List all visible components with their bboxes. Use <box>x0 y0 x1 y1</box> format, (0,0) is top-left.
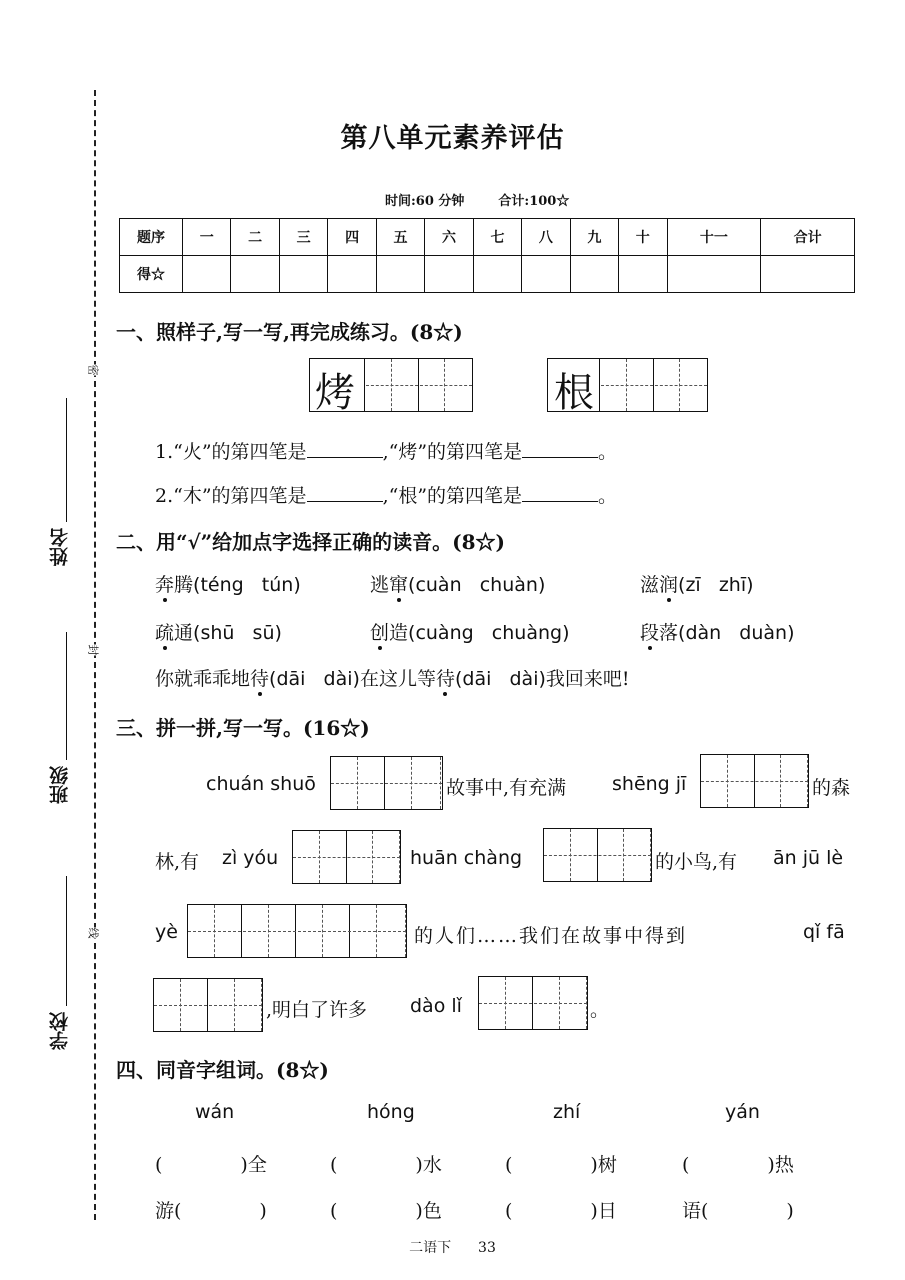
col-8: 八 <box>522 219 570 256</box>
q2-sentence-text: 你就乖乖地 <box>155 668 251 690</box>
name-field-line[interactable] <box>66 398 67 522</box>
answer-blank[interactable] <box>522 439 598 458</box>
col-7: 七 <box>473 219 521 256</box>
q4-pinyin: yán <box>725 1101 760 1123</box>
sample-char-1: 烤 <box>315 370 355 416</box>
seal-mark-mi: 密 <box>86 364 100 376</box>
score-table-header-row <box>120 219 855 256</box>
q2-pinyin-options[interactable]: (dāi dài) <box>454 668 546 690</box>
time-limit: 时间:60 分钟 <box>385 194 465 209</box>
q4-heading: 四、同音字组词。(8☆) <box>116 1058 329 1082</box>
score-cell[interactable] <box>279 256 327 293</box>
q3-pinyin: shēng jī <box>612 773 687 795</box>
q3-text: 的森 <box>812 777 851 799</box>
q4-text: ( <box>330 1154 338 1176</box>
col-10: 十 <box>619 219 667 256</box>
score-cell[interactable] <box>425 256 473 293</box>
col-1: 一 <box>183 219 231 256</box>
q2-sentence <box>155 664 630 691</box>
q4-text: ( <box>155 1154 163 1176</box>
col-3: 三 <box>279 219 327 256</box>
q2-heading: 二、用“√”给加点字选择正确的读音。(8☆) <box>116 530 505 554</box>
score-cell[interactable] <box>231 256 279 293</box>
q2-pinyin-options[interactable]: (shū sū) <box>193 622 282 644</box>
q4-word-blank[interactable] <box>330 1150 442 1177</box>
q2-char: 通 <box>174 622 194 644</box>
q3-pinyin: yè <box>155 921 178 943</box>
q3-answer-box[interactable] <box>292 830 401 884</box>
seal-mark-xian: 线 <box>86 927 100 939</box>
col-2: 二 <box>231 219 279 256</box>
q2-dotted-char: 润 <box>659 574 679 596</box>
q2-char: 腾 <box>174 574 194 596</box>
q1-line2-text-a: 2.“木”的第四笔是 <box>155 485 307 507</box>
q2-item <box>370 618 570 645</box>
col-5: 五 <box>376 219 424 256</box>
q3-heading: 三、拼一拼,写一写。(16☆) <box>116 716 370 740</box>
class-label: 班级 <box>49 766 71 804</box>
q2-dotted-char: 待 <box>250 668 270 690</box>
q3-answer-box[interactable] <box>700 754 809 808</box>
q2-pinyin-options[interactable]: (cuàng chuàng) <box>408 622 570 644</box>
q4-text: 游( <box>155 1200 182 1222</box>
q2-dotted-char: 疏 <box>155 622 175 644</box>
seal-mark-feng: 封 <box>86 644 100 656</box>
q2-pinyin-options[interactable]: (dàn duàn) <box>678 622 795 644</box>
q4-pinyin: zhí <box>553 1101 581 1123</box>
name-label: 姓名 <box>49 528 71 566</box>
q4-text: )树 <box>590 1154 617 1176</box>
q3-text: 林,有 <box>155 851 200 873</box>
q2-char: 逃 <box>370 574 390 596</box>
q4-text: ( <box>682 1154 690 1176</box>
q4-pinyin: wán <box>195 1101 235 1123</box>
q2-dotted-char: 段 <box>640 622 660 644</box>
q4-text: 语( <box>682 1200 709 1222</box>
q1-line1-text-b: ,“烤”的第四笔是 <box>382 441 523 463</box>
q2-pinyin-options[interactable]: (téng tún) <box>193 574 301 596</box>
row-label-score: 得☆ <box>120 256 183 293</box>
q4-word-blank[interactable] <box>330 1196 442 1223</box>
q3-answer-box[interactable] <box>478 976 588 1030</box>
q2-dotted-char: 窜 <box>389 574 409 596</box>
score-cell[interactable] <box>183 256 231 293</box>
q4-text: ( <box>505 1154 513 1176</box>
page-number: 33 <box>478 1240 496 1256</box>
school-label: 学校 <box>49 1012 71 1050</box>
score-table-score-row <box>120 256 855 293</box>
q3-pinyin: dào lǐ <box>410 995 462 1017</box>
q2-dotted-char: 创 <box>370 622 390 644</box>
q3-text: 故事中,有充满 <box>446 777 567 799</box>
q1-line1-end: 。 <box>598 441 618 463</box>
q2-pinyin-options[interactable]: (zī zhī) <box>678 574 754 596</box>
score-cell[interactable] <box>328 256 376 293</box>
q1-heading: 一、照样子,写一写,再完成练习。(8☆) <box>116 320 463 344</box>
q2-item <box>640 618 795 645</box>
score-cell[interactable] <box>667 256 761 293</box>
col-6: 六 <box>425 219 473 256</box>
q2-pinyin-options[interactable]: (dāi dài) <box>269 668 360 690</box>
q3-text: ,明白了许多 <box>266 999 368 1021</box>
exam-info <box>385 190 603 209</box>
q2-item <box>370 570 545 597</box>
q2-char: 造 <box>389 622 409 644</box>
q4-text: ) <box>259 1200 267 1222</box>
q4-text: ) <box>786 1200 794 1222</box>
q4-text: )全 <box>240 1154 267 1176</box>
col-total: 合计 <box>761 219 855 256</box>
score-cell[interactable] <box>619 256 667 293</box>
score-cell[interactable] <box>570 256 618 293</box>
sample-char-2: 根 <box>554 370 594 416</box>
col-4: 四 <box>328 219 376 256</box>
class-field-line[interactable] <box>66 632 67 760</box>
q2-char: 滋 <box>640 574 660 596</box>
q3-answer-box[interactable] <box>153 978 263 1032</box>
q3-pinyin: qǐ fā <box>803 921 845 943</box>
q3-text: 的人们……我们在故事中得到 <box>414 925 688 947</box>
row-label-order: 题序 <box>120 219 183 256</box>
q2-sentence-text: 在这儿等 <box>359 668 436 690</box>
score-cell[interactable] <box>376 256 424 293</box>
q4-text: )水 <box>415 1154 442 1176</box>
q2-pinyin-options[interactable]: (cuàn chuàn) <box>408 574 546 596</box>
score-cell[interactable] <box>761 256 855 293</box>
q1-line-2 <box>155 481 617 508</box>
q2-sentence-text: 我回来吧! <box>545 668 630 690</box>
q4-text: )色 <box>415 1200 442 1222</box>
answer-blank[interactable] <box>307 483 383 502</box>
q3-answer-box[interactable] <box>543 828 652 882</box>
total-score: 合计:100☆ <box>498 194 570 209</box>
q4-word-blank[interactable] <box>155 1196 267 1223</box>
q3-pinyin: chuán shuō <box>206 773 316 795</box>
q1-line-1 <box>155 437 617 464</box>
score-cell[interactable] <box>522 256 570 293</box>
q4-word-blank[interactable] <box>682 1196 794 1223</box>
q4-text: ( <box>505 1200 513 1222</box>
answer-blank[interactable] <box>522 483 598 502</box>
col-11: 十一 <box>667 219 761 256</box>
q3-pinyin: zì yóu <box>222 847 279 869</box>
q2-dotted-char: 待 <box>435 668 455 690</box>
q2-dotted-char: 奔 <box>155 574 175 596</box>
q4-word-blank[interactable] <box>505 1150 617 1177</box>
school-field-line[interactable] <box>66 876 67 1006</box>
q3-pinyin: huān chàng <box>410 847 523 869</box>
q3-text: 的小鸟,有 <box>655 851 738 873</box>
q3-answer-box[interactable] <box>187 904 407 958</box>
q4-word-blank[interactable] <box>505 1196 617 1223</box>
q2-char: 落 <box>659 622 679 644</box>
answer-blank[interactable] <box>307 439 383 458</box>
q4-text: )热 <box>767 1154 794 1176</box>
q3-pinyin: ān jū lè <box>773 847 844 869</box>
q3-answer-box[interactable] <box>330 756 443 810</box>
page-footer <box>0 1237 905 1257</box>
q4-word-blank[interactable] <box>682 1150 794 1177</box>
col-9: 九 <box>570 219 618 256</box>
score-cell[interactable] <box>473 256 521 293</box>
score-table <box>119 218 855 293</box>
q1-line2-end: 。 <box>598 485 618 507</box>
q3-text: 。 <box>590 999 610 1021</box>
q1-line2-text-b: ,“根”的第四笔是 <box>382 485 523 507</box>
q1-line1-text-a: 1.“火”的第四笔是 <box>155 441 307 463</box>
q4-pinyin: hóng <box>367 1101 415 1123</box>
q2-item <box>640 570 754 597</box>
q2-item <box>155 618 282 645</box>
q2-item <box>155 570 301 597</box>
q4-text: )日 <box>590 1200 617 1222</box>
footer-book: 二语下 <box>409 1240 452 1256</box>
q4-text: ( <box>330 1200 338 1222</box>
page-title: 第八单元素养评估 <box>340 123 565 154</box>
q4-word-blank[interactable] <box>155 1150 267 1177</box>
